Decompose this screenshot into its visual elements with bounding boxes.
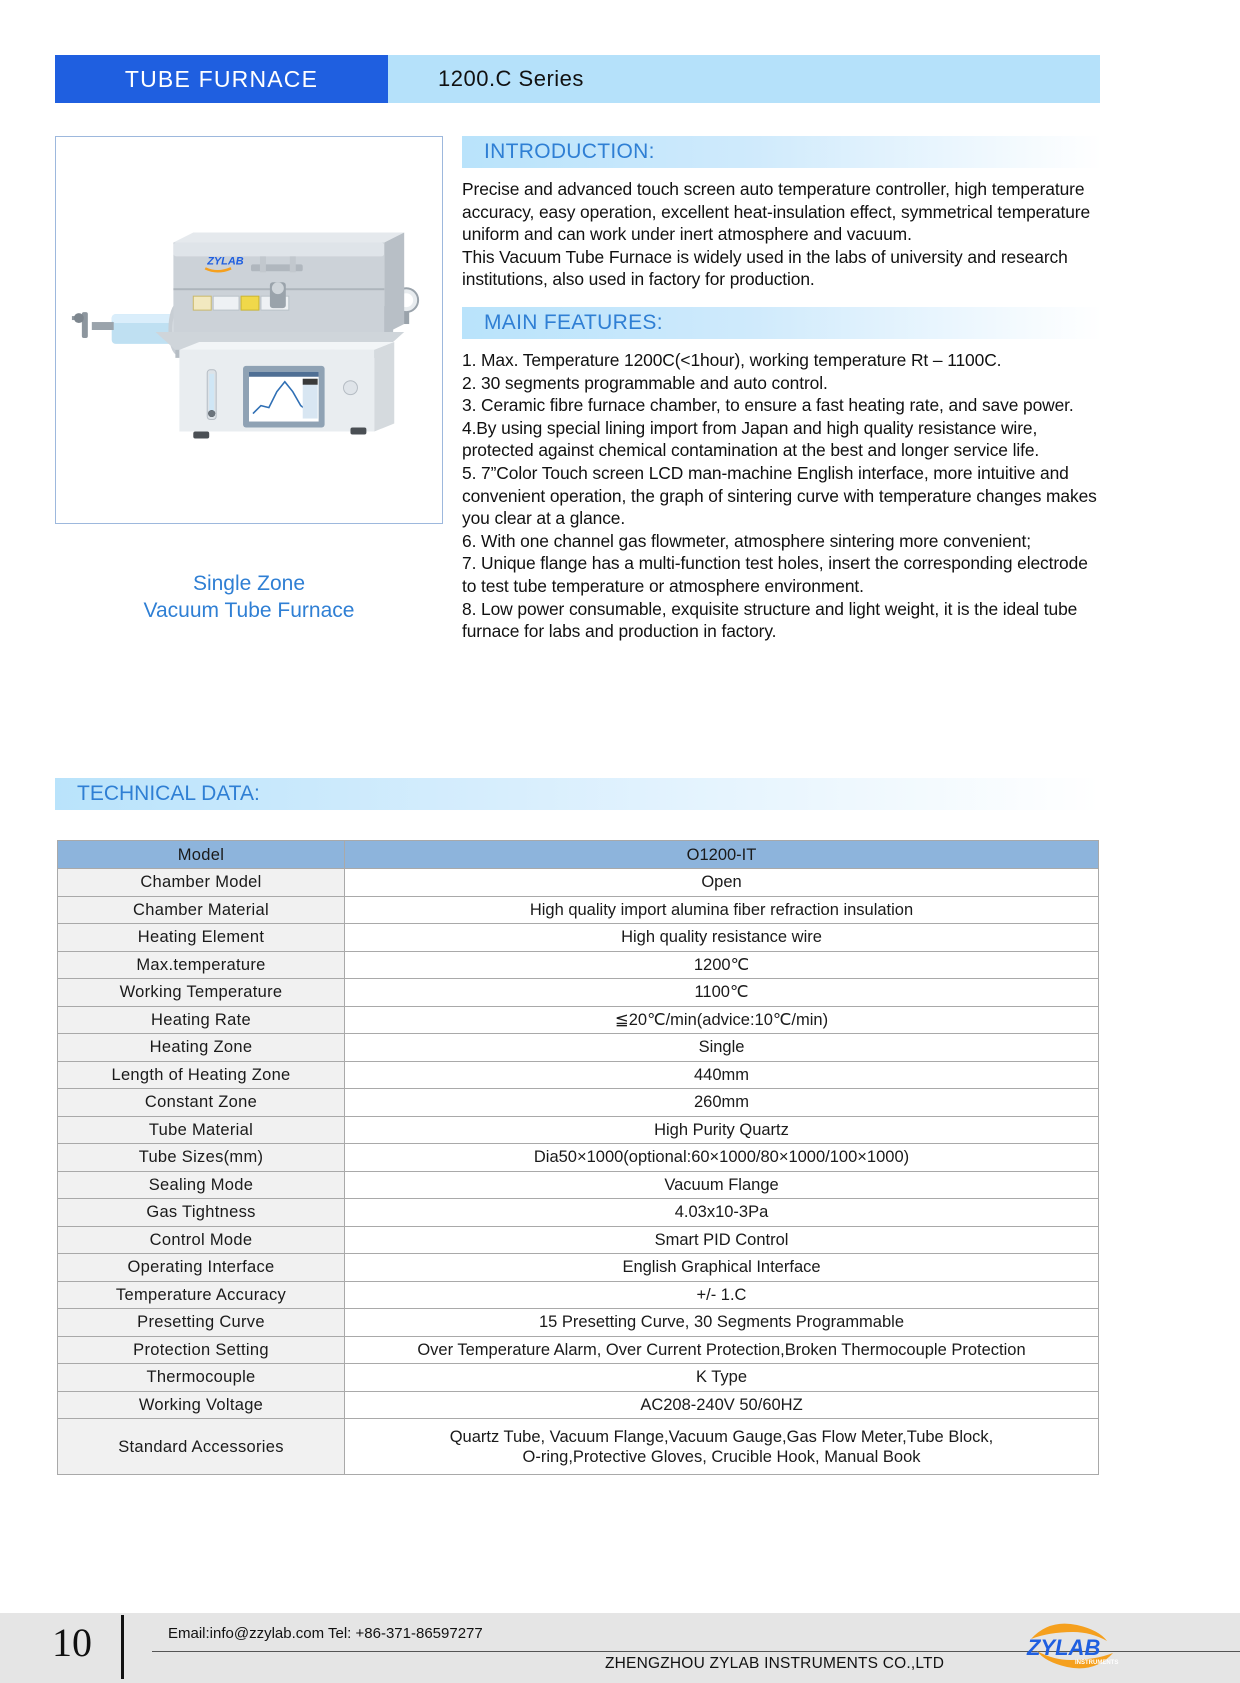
spec-label: Thermocouple [58,1364,345,1392]
table-row [58,869,1099,897]
spec-label: Sealing Mode [58,1171,345,1199]
spec-value: 15 Presetting Curve, 30 Segments Programmable [345,1309,1099,1337]
spec-label: Length of Heating Zone [58,1061,345,1089]
product-category-block [55,55,388,103]
spec-value: Vacuum Flange [345,1171,1099,1199]
feature-item: 6. With one channel gas flowmeter, atmosphere sintering more convenient; [462,530,1031,551]
zylab-logo-text: ZYLAB [1027,1635,1101,1660]
spec-value: K Type [345,1364,1099,1392]
table-row [58,924,1099,952]
accessories-line-1: Quartz Tube, Vacuum Flange,Vacuum Gauge,Gas Flow Meter,Tube Block, [449,1427,994,1446]
spec-value: High quality resistance wire [345,924,1099,952]
feature-item: 8. Low power consumable, exquisite structure and light weight, it is the ideal tube furnace for labs and production in factory. [462,598,1078,642]
accessories-line-2: O-ring,Protective Gloves, Crucible Hook, Manual Book [522,1447,921,1466]
zylab-logo-subtext: INSTRUMENTS [1075,1660,1119,1666]
technical-data-table [57,840,1099,1475]
spec-value: Smart PID Control [345,1226,1099,1254]
spec-label: Model [58,841,345,869]
spec-label: Heating Rate [58,1006,345,1034]
spec-label: Working Voltage [58,1391,345,1419]
spec-value: 4.03x10-3Pa [345,1199,1099,1227]
page-footer [0,1613,1240,1683]
footer-contact-info: Email:info@zzylab.com Tel: +86-371-86597277 [168,1625,483,1642]
spec-label: Operating Interface [58,1254,345,1282]
spec-label: Temperature Accuracy [58,1281,345,1309]
spec-value [345,1419,1099,1475]
footer-divider [121,1615,124,1679]
table-row [58,1281,1099,1309]
spec-value: AC208-240V 50/60HZ [345,1391,1099,1419]
introduction-body [462,178,1102,291]
table-row [58,979,1099,1007]
spec-value: 1100℃ [345,979,1099,1007]
spec-value: 440mm [345,1061,1099,1089]
spec-label: Tube Material [58,1116,345,1144]
table-row [58,1254,1099,1282]
table-row [58,1006,1099,1034]
spacer [462,291,1102,307]
table-row [58,1364,1099,1392]
spec-value: Single [345,1034,1099,1062]
spec-label: Heating Element [58,924,345,952]
spec-label: Presetting Curve [58,1309,345,1337]
spec-value: Dia50×1000(optional:60×1000/80×1000/100×1000) [345,1144,1099,1172]
spec-label: Tube Sizes(mm) [58,1144,345,1172]
spec-value: O1200-IT [345,841,1099,869]
table-row [58,1199,1099,1227]
spec-value: English Graphical Interface [345,1254,1099,1282]
spec-value: Open [345,869,1099,897]
feature-item: 3. Ceramic fibre furnace chamber, to ensure a fast heating rate, and save power. [462,395,1074,416]
table-row [58,1089,1099,1117]
spec-label: Working Temperature [58,979,345,1007]
table-row [58,951,1099,979]
zylab-logo [1013,1617,1131,1675]
table-row [58,1116,1099,1144]
feature-item: 7. Unique flange has a multi-function test holes, insert the corresponding electrode to test tube temperature or atmosphere environment. [462,553,1088,596]
product-series-label: 1200.C Series [438,66,584,91]
spec-value: ≦20℃/min(advice:10℃/min) [345,1006,1099,1034]
main-features-heading-bar [462,307,1102,339]
table-row [58,1061,1099,1089]
spec-label: Max.temperature [58,951,345,979]
table-row [58,1309,1099,1337]
spec-value: Over Temperature Alarm, Over Current Protection,Broken Thermocouple Protection [345,1336,1099,1364]
spec-label: Chamber Model [58,869,345,897]
technical-data-heading-bar [55,778,1100,810]
spec-value: 1200℃ [345,951,1099,979]
introduction-heading-bar [462,136,1102,168]
feature-item: 4.By using special lining import from Japan and high quality resistance wire, protected against chemical contamination at the best and longer service life. [462,417,1040,461]
footer-company-name: ZHENGZHOU ZYLAB INSTRUMENTS CO.,LTD [605,1655,945,1672]
feature-item: 1. Max. Temperature 1200C(<1hour), working temperature Rt – 1100C. [462,349,1002,370]
spec-label: Standard Accessories [58,1419,345,1475]
spec-value: High Purity Quartz [345,1116,1099,1144]
product-series-block [388,55,1100,103]
spec-label: Gas Tightness [58,1199,345,1227]
feature-item: 2. 30 segments programmable and auto control. [462,372,828,393]
table-row [58,1034,1099,1062]
product-caption [55,570,443,624]
product-photo [56,137,442,523]
introduction-heading: INTRODUCTION: [484,140,655,163]
spec-value: +/- 1.C [345,1281,1099,1309]
main-features-heading: MAIN FEATURES: [484,310,663,334]
main-features-body [462,349,1102,643]
spec-value: High quality import alumina fiber refraction insulation [345,896,1099,924]
description-column [462,136,1102,643]
table-row [58,1336,1099,1364]
spec-value: 260mm [345,1089,1099,1117]
product-category-label: TUBE FURNACE [124,65,319,92]
product-caption-line-1: Single Zone [192,572,306,595]
technical-data-heading: TECHNICAL DATA: [77,782,260,805]
spec-label: Heating Zone [58,1034,345,1062]
table-row [58,1226,1099,1254]
table-row [58,1171,1099,1199]
product-caption-line-2: Vacuum Tube Furnace [143,599,355,622]
page-header-banner [55,55,1100,103]
spec-label: Chamber Material [58,896,345,924]
feature-item: 5. 7”Color Touch screen LCD man-machine English interface, more intuitive and convenient operation, the graph of sintering curve with temperature changes makes you clear at a glance. [462,462,1097,529]
table-row [58,1144,1099,1172]
spec-label: Protection Setting [58,1336,345,1364]
product-image-frame [55,136,443,524]
introduction-paragraph: Precise and advanced touch screen auto temperature controller, high temperature accuracy, easy operation, excellent heat-insulation effect, symmetrical temperature uniform and can work under inert atmosphere and vacuum. [462,179,1091,245]
table-row [58,896,1099,924]
table-row [58,1391,1099,1419]
page-number: 10 [52,1620,92,1665]
table-row [58,841,1099,869]
spec-label: Constant Zone [58,1089,345,1117]
spec-label: Control Mode [58,1226,345,1254]
table-row [58,1419,1099,1475]
introduction-paragraph: This Vacuum Tube Furnace is widely used in the labs of university and research institutions, also used in factory for production. [462,246,1068,290]
svg-text:ZYLAB: ZYLAB [207,255,244,268]
